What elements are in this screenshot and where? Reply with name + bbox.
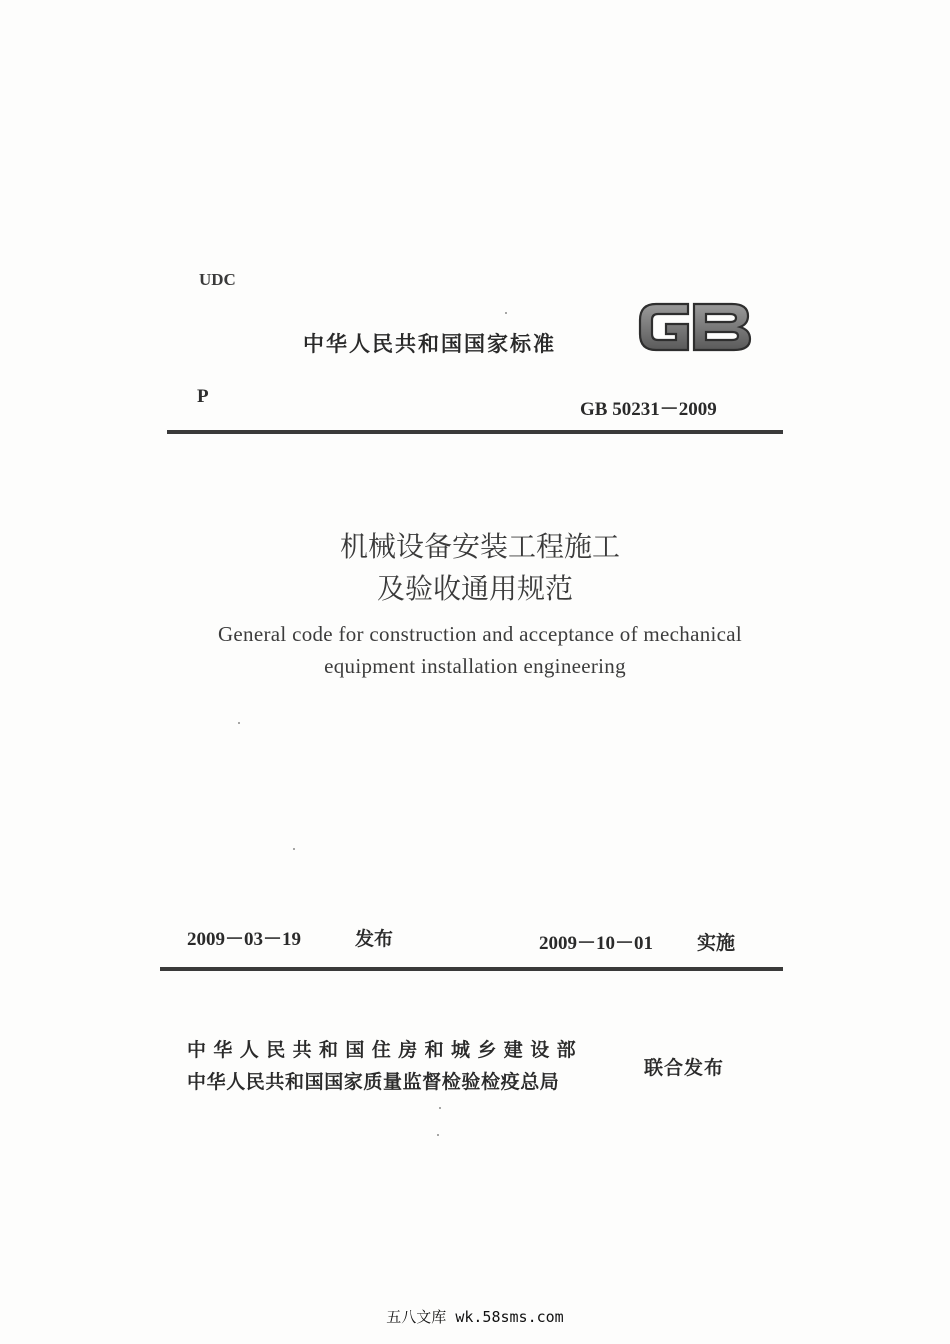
- gb-logo-icon: [636, 296, 754, 358]
- title-chinese-line-1: 机械设备安装工程施工: [339, 530, 620, 563]
- standard-organization: 中华人民共和国国家标准: [303, 332, 556, 356]
- title-english-line-2: equipment installation engineering: [324, 654, 626, 678]
- issue-date: 2009－03－19: [187, 929, 302, 950]
- scan-speck: [439, 1107, 441, 1109]
- bottom-divider: [160, 967, 783, 971]
- footer-watermark: 五八文库 wk.58sms.com: [386, 1308, 564, 1326]
- scan-speck: [238, 722, 240, 724]
- scan-speck: [293, 848, 295, 850]
- standard-number: GB 50231－2009: [580, 399, 717, 420]
- top-divider: [167, 430, 783, 434]
- issue-label: 发布: [355, 928, 394, 950]
- joint-issue-label: 联合发布: [644, 1057, 725, 1079]
- classification-code: P: [197, 386, 209, 407]
- title-chinese-line-2: 及验收通用规范: [376, 572, 573, 605]
- issuer-quality-supervision: 中华人民共和国国家质量监督检验检疫总局: [187, 1071, 560, 1093]
- title-english-line-1: General code for construction and acceptance of mechanical: [217, 622, 743, 646]
- udc-label: UDC: [199, 270, 236, 289]
- issuer-ministry-housing: 中华人民共和国住房和城乡建设部: [187, 1039, 584, 1061]
- scan-speck: [505, 312, 507, 314]
- implementation-date: 2009－10－01: [539, 933, 654, 954]
- scan-speck: [437, 1134, 439, 1136]
- implementation-label: 实施: [697, 932, 736, 954]
